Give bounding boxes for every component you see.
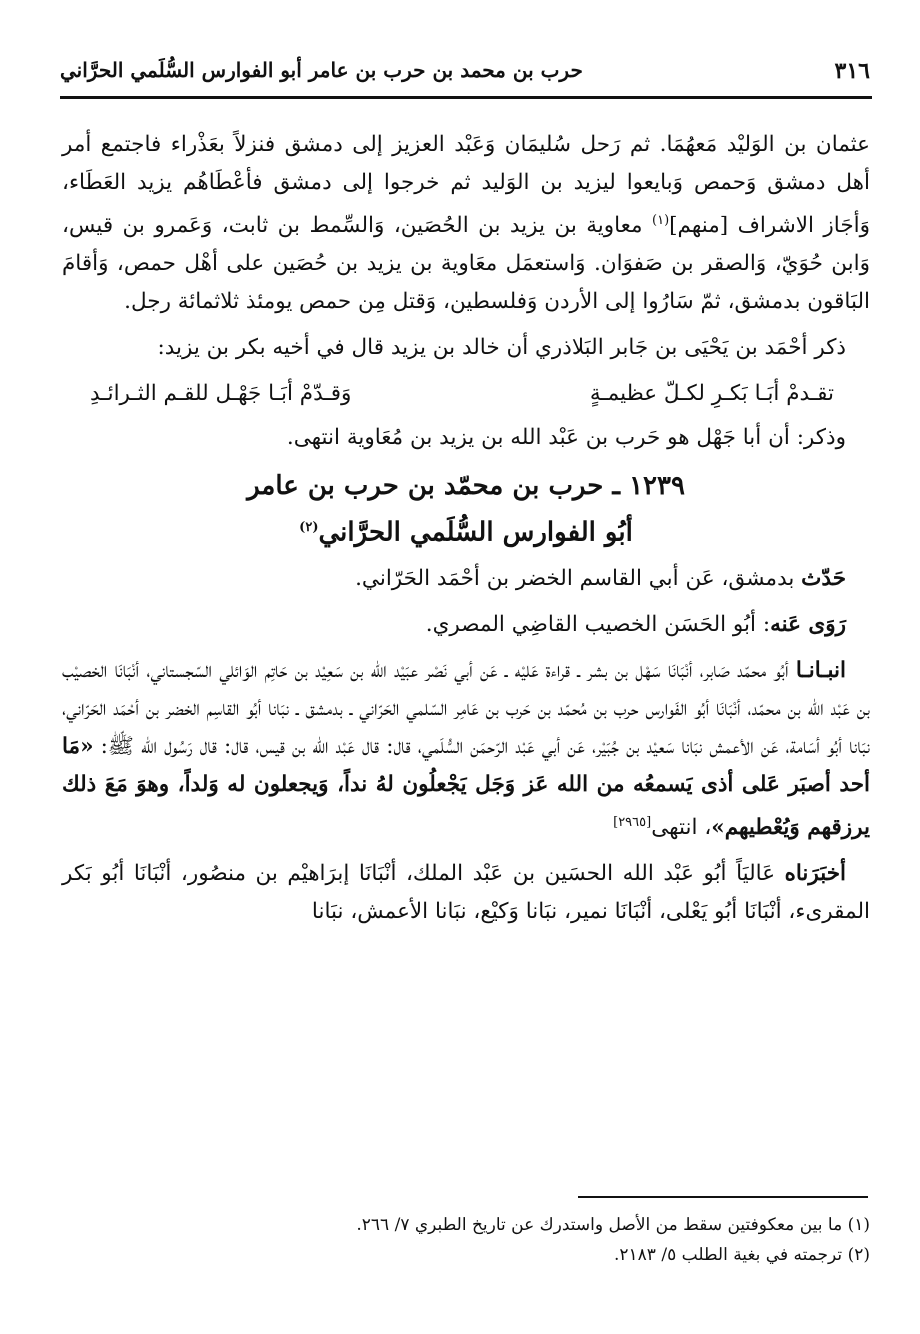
running-head-title: حرب بن محمد بن حرب بن عامر أبو الفوارس السُّلَمي الحرَّاني — [60, 58, 583, 82]
paragraph-1 — [62, 126, 870, 321]
final-text: عَاليَاً أبُو عَبْد الله الحسَين بن عَبْد الملك، أنْبَانَا إبرَاهيْم بن منصُور، أنْبَانَا أبُو بَكر المقرىء، أنْبَانَا أبُو يَعْلى، أنْبَانَا نمير، نبَانا وَكيْع، نبَانا الأعمش، نبَانا — [62, 860, 870, 924]
paragraph-3: وذكر: أن أبا جَهْل هو حَرب بن عَبْد الله بن يزيد بن مُعَاوية انتهى. — [286, 425, 846, 451]
page-number: ٣١٦ — [834, 58, 870, 84]
main-text — [62, 126, 870, 939]
footnote-marker-1: (١) — [652, 213, 670, 228]
paragraph-2: ذكر أحْمَد بن يَحْيَى بن جَابر البَلاذري أن خالد بن يزيد قال في أخيه بكر بن يزيد: — [157, 335, 846, 361]
isnad-label: انبـانـا — [795, 657, 846, 683]
poem-verse — [62, 375, 870, 413]
hadith-text: «مَا أحد أصبَر عَلى أذى يَسمعُه من الله عَز وَجَل يَجْعلُون لهُ نداً، وَيجعلون له وَلداً، وهوَ مَعَ ذلك يرزقهم وَيُعْطيهم» — [62, 733, 870, 840]
entry-heading-line-1: ١٢٣٩ ـ حرب بن محمّد بن حرب بن عامر — [247, 471, 685, 502]
final-label: أخبَرَناه — [784, 860, 846, 886]
footnotes — [62, 1210, 870, 1270]
footnote-marker-2: (٢) — [299, 520, 319, 536]
verse-second-hemistich: وَقـدّمْ أبَـا جَهْـل للقـم الثـرائـدِ — [90, 381, 352, 407]
running-head — [60, 58, 870, 94]
isnad-paragraph — [62, 652, 870, 847]
rawa-label: رَوَى عَنه — [770, 611, 846, 637]
rawa-text: : أبُو الحَسَن الخصيب القاضِي المصري. — [425, 611, 771, 637]
rawa-line — [62, 606, 870, 644]
entry-heading — [62, 465, 870, 554]
entry-heading-line-2: أبُو الفوارس السُّلَمي الحرَّاني — [318, 517, 633, 548]
final-paragraph — [62, 855, 870, 931]
hadith-number: [٢٩٦٥] — [613, 814, 652, 830]
haddath-label: حَدّث — [801, 565, 846, 591]
paragraph-1-text: عثمان بن الوَليْد مَعهُمَا. ثم رَحل سُليمَان وَعَبْد العزيز إلى دمشق فنزلاً بعَذْراء فاجتمع أمر أهل دمشق وَحمص وَبايعوا ليزيد بن الوَليد ثم خرجوا إلى دمشق فأعْطَاهُم يزيد العَطَاء، وَأجَاز الاشراف [منهم] — [62, 132, 870, 239]
isnad-text: أبُو محمّد صَابر، أنْبَانَا سَهْل بن بشر ـ قراءة عَليْه ـ عَن أبي نَصْر عبَيْد الله بن سَعِيْد بن حَاتِم الوَائلي السّجستاني، أنْبَانَا الخصيْب بن عَبْد الله بن محمّد، أنْبَانَا أبُو الفَوارس حرب بن مُحمّد بن حَرب بن عَامِر السّلمي الحَرّاني ـ بدمشق ـ نبَانا أبُو القاسِم الخضر بن أحْمَد الحَرّاني، نبَانا أبُو أسَامة، عَن الأعمش نبَانا سَعيْد بن جُبَيْر، عَن أبي عَبْد الرّحمَن السُّلَمي، قال: قال عَبْد الله بن قيس، قال: قال رَسُول الله ﷺ: — [62, 657, 870, 759]
footnote-1: (١) ما بين معكوفتين سقط من الأصل واستدرك عن تاريخ الطبري ٧/ ٢٦٦. — [356, 1215, 870, 1235]
footnote-rule — [578, 1196, 868, 1198]
isnad-closing: ، انتهى — [651, 814, 712, 840]
footnote-2: (٢) ترجمته في بغية الطلب ٥/ ٢١٨٣. — [614, 1245, 870, 1265]
verse-first-hemistich: تقـدمْ أبَـا بَكـرِ لكـلّ عظيمـةٍ — [589, 381, 834, 407]
paragraph-1-rest: معاوية بن يزيد بن الحُصَين، وَالسِّمط بن ثابت، وَعَمرو بن قيس، وَابن حُوَيّ، وَالصقر بن صَفوَان. وَاستعمَل معَاوية بن يزيد بن حُصَين على أهْل حمص، وَأقامَ البَاقون بدمشق، ثمّ سَارُوا إلى الأردن وَفلسطين، وَقتل مِن حمص يومئذ ثلاثمائة رجل. — [62, 213, 870, 315]
haddath-text: بدمشق، عَن أبي القاسم الخضر بن أحْمَد الحَرّاني. — [355, 565, 802, 591]
header-rule — [60, 96, 872, 99]
haddath-line — [62, 560, 870, 598]
